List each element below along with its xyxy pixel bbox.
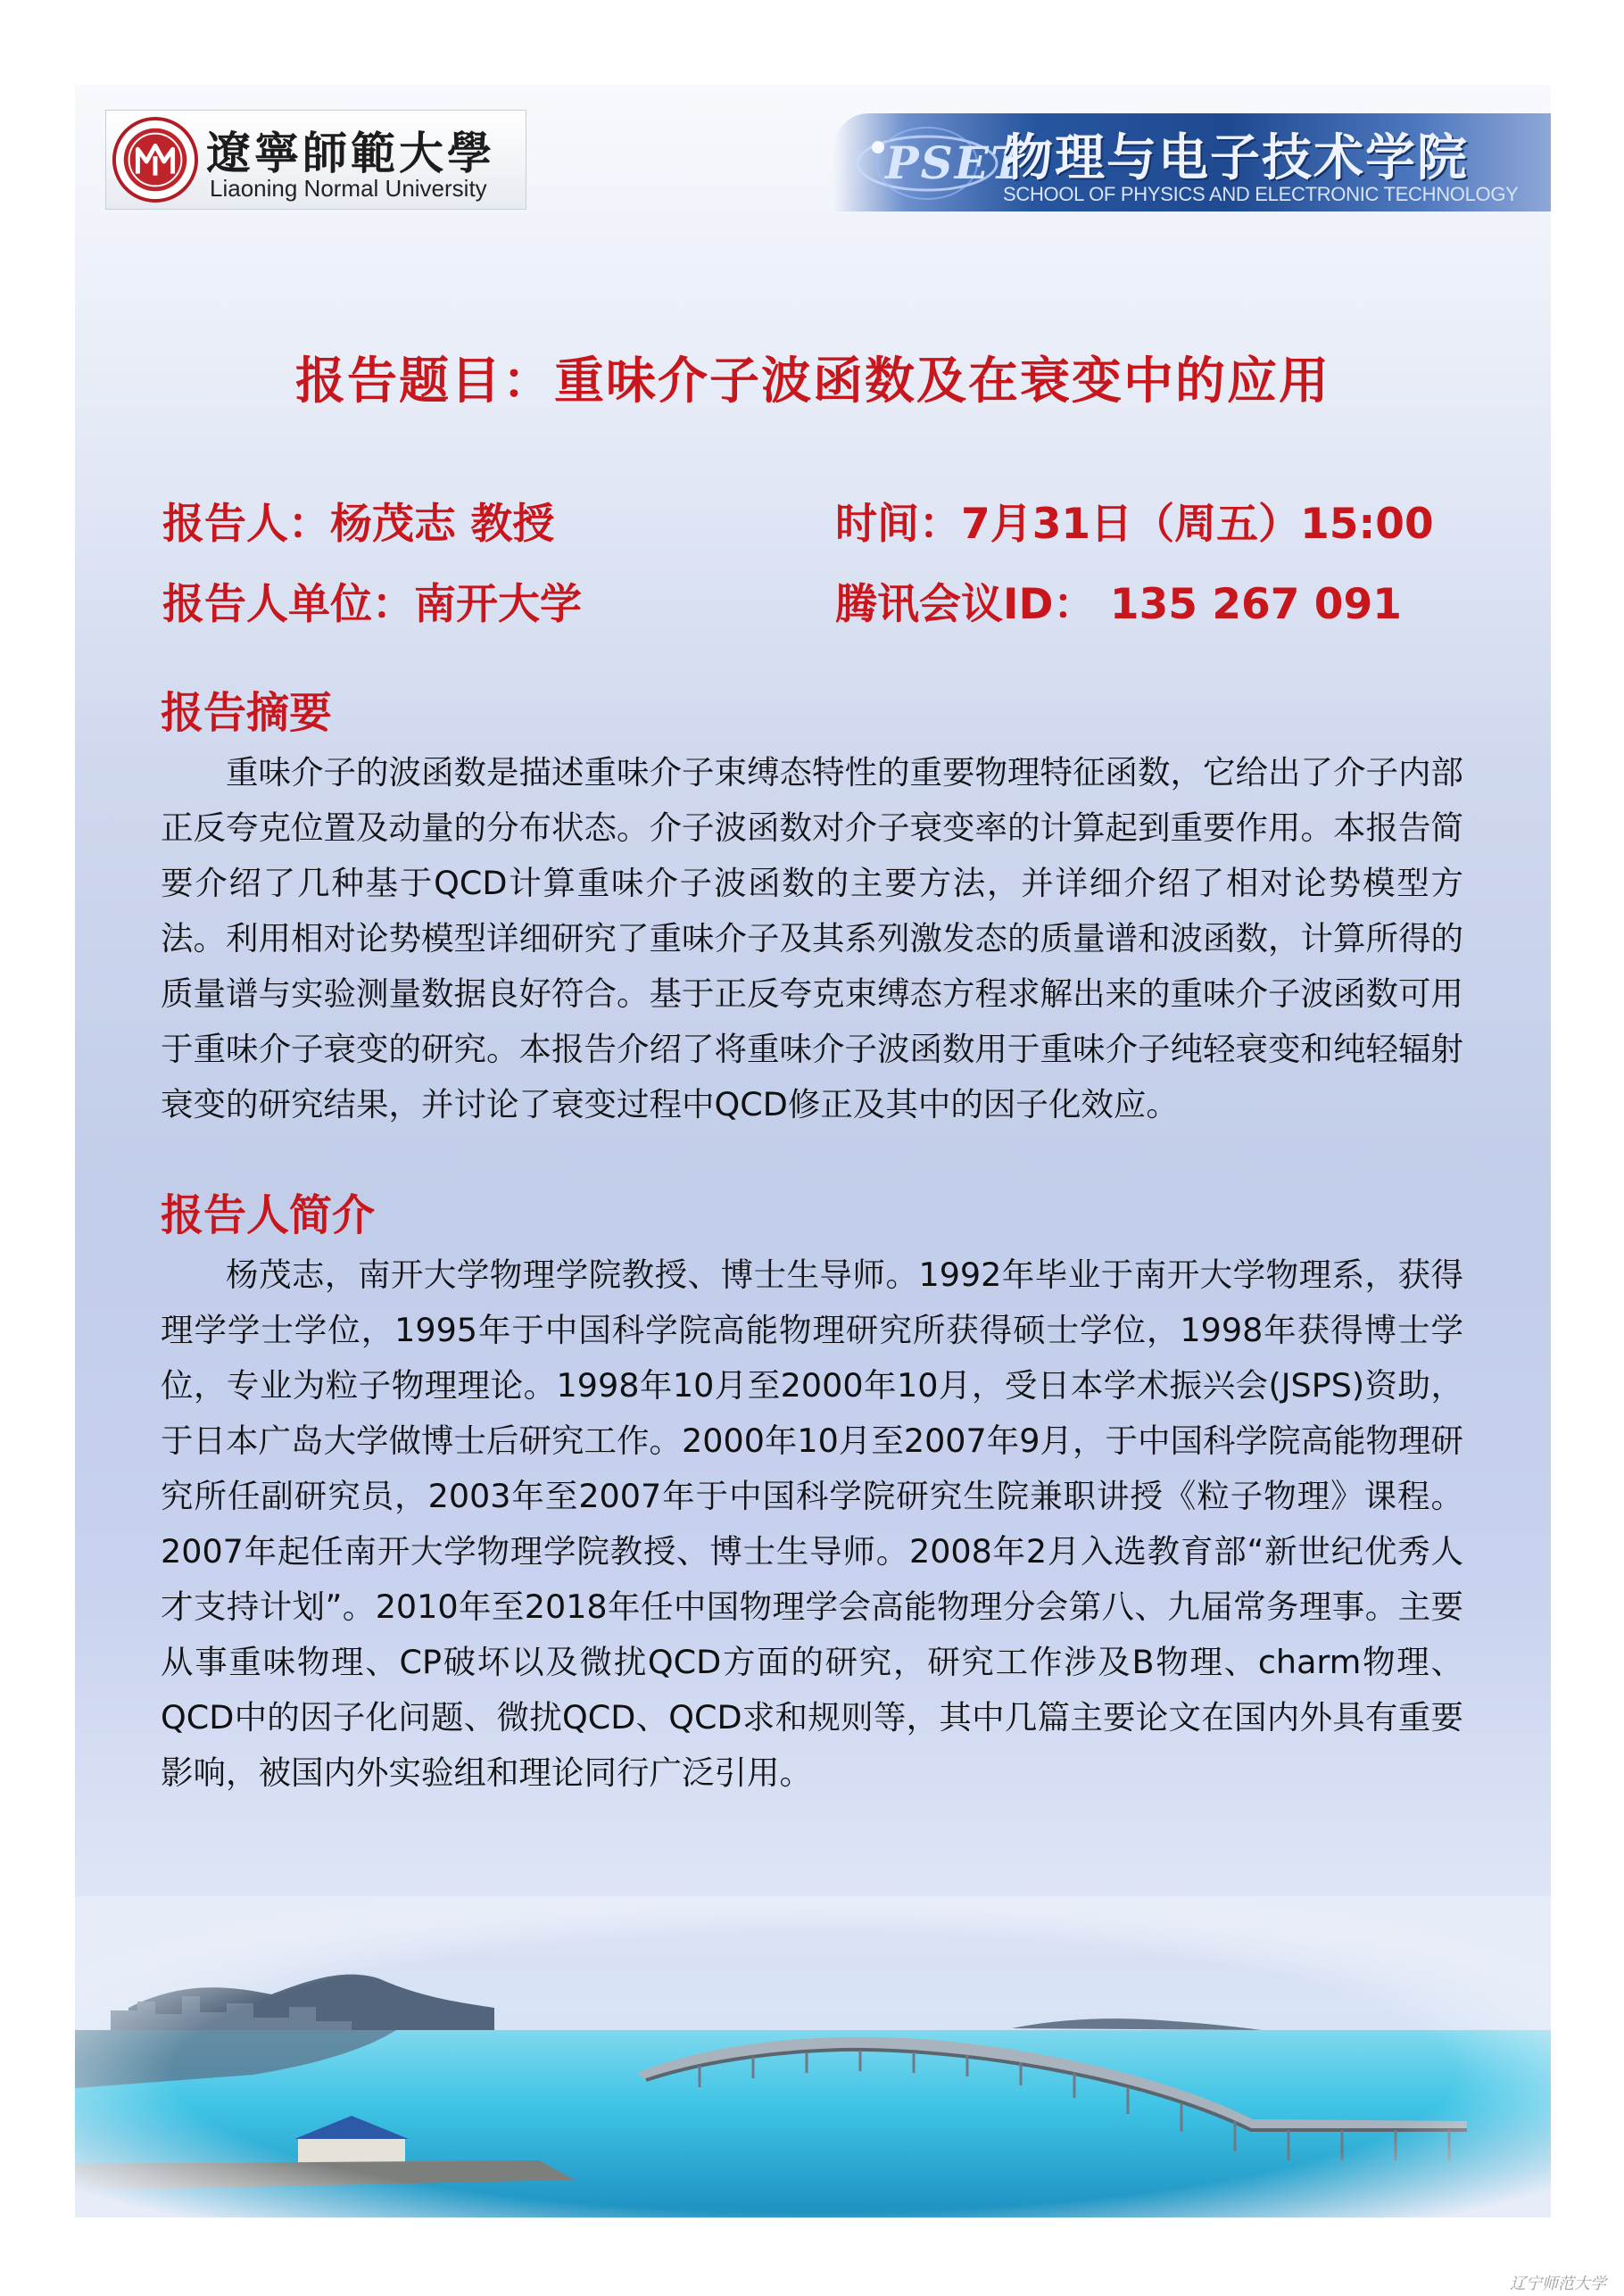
speaker-info: 报告人：杨茂志 教授 xyxy=(162,500,555,549)
university-name-cn: 遼寧師範大學 xyxy=(206,127,495,179)
university-seal-icon xyxy=(112,116,199,203)
bio-heading: 报告人简介 xyxy=(161,1190,376,1240)
school-banner xyxy=(833,113,1551,211)
abstract-text: 重味介子的波函数是描述重味介子束缚态特性的重要物理特征函数，它给出了介子内部正反夸克位置及动量的分布状态。介子波函数对介子衰变率的计算起到重要作用。本报告简要介绍了几种基于QCD计算重味介子波函数的主要方法，并详细介绍了相对论势模型方法。利用相对论势模型详细研究了重味介子及其系列激发态的质量谱和波函数，计算所得的质量谱与实验测量数据良好符合。基于正反夸克束缚态方程求解出来的重味介子波函数可用于重味介子衰变的研究。本报告介绍了将重味介子波函数用于重味介子纯轻衰变和纯轻辐射衰变的研究结果，并讨论了衰变过程中QCD修正及其中的因子化效应。 xyxy=(161,753,1463,1123)
university-name-en: Liaoning Normal University xyxy=(210,175,487,202)
site-watermark: 辽宁师范大学 xyxy=(1510,2275,1606,2293)
coastal-scenery-image xyxy=(75,1896,1551,2217)
affiliation-info: 报告人单位：南开大学 xyxy=(162,580,582,629)
university-logo xyxy=(105,110,526,210)
bio-text: 杨茂志，南开大学物理学院教授、博士生导师。1992年毕业于南开大学物理系，获得理学学士学位，1995年于中国科学院高能物理研究所获得硕士学位，1998年获得博士学位，专业为粒子物理理论。1998年10月至2000年10月，受日本学术振兴会(JSPS)资助，于日本广岛大学做博士后研究工作。2000年10月至2007年9月，于中国科学院高能物理研究所任副研究员，2003年至2007年于中国科学院研究生院兼职讲授《粒子物理》课程。2007年起任南开大学物理学院教授、博士生导师。2008年2月入选教育部“新世纪优秀人才支持计划”。2010年至2018年任中国物理学会高能物理分会第八、九届常务理事。主要从事重味物理、CP破坏以及微扰QCD方面的研究，研究工作涉及B物理、charm物理、QCD中的因子化问题、微扰QCD、QCD求和规则等，其中几篇主要论文在国内外具有重要影响，被国内外实验组和理论同行广泛引用。 xyxy=(161,1256,1463,1792)
school-name-en: SCHOOL OF PHYSICS AND ELECTRONIC TECHNOLOGY xyxy=(1003,183,1519,205)
school-name-cn: 物理与电子技术学院 xyxy=(1003,129,1469,187)
report-title: 报告题目：重味介子波函数及在衰变中的应用 xyxy=(295,352,1330,410)
meeting-id-info: 腾讯会议ID： 135 267 091 xyxy=(835,580,1402,629)
poster xyxy=(75,85,1551,2217)
school-logo-letters: PSET xyxy=(885,137,1026,189)
time-info: 时间：7月31日（周五）15:00 xyxy=(835,500,1434,549)
abstract-heading: 报告摘要 xyxy=(161,688,333,738)
